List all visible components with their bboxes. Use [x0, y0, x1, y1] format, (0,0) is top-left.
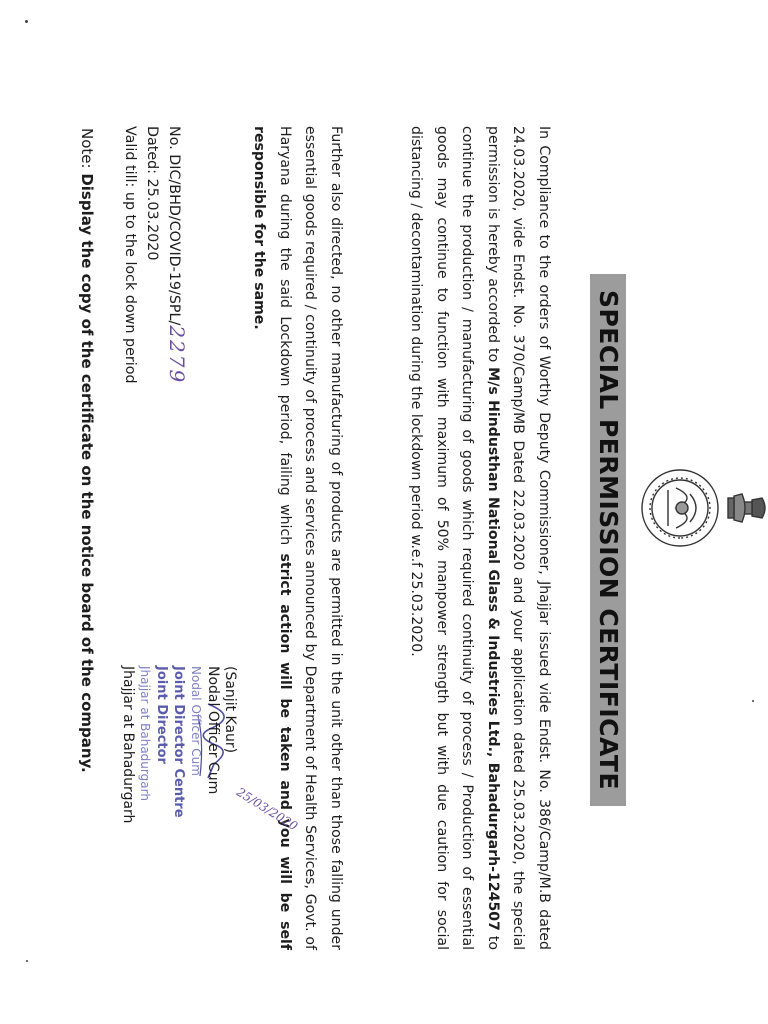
notice-note [78, 128, 96, 948]
note-label: Note: [78, 128, 96, 174]
stamp-line-2: Joint Director Centre [171, 666, 186, 818]
signatory-designation: Joint Director [154, 666, 169, 764]
signatory-location: Jhajjar at Bahadurgarh [120, 666, 136, 824]
handwritten-signature-date: 25/03/2020 [234, 784, 301, 834]
haryana-emblem-icon [630, 458, 768, 558]
validity: Valid till: up to the lock down period [122, 126, 138, 384]
signatory-name: (Sanjit Kaur) [222, 666, 238, 754]
issue-date: Dated: 25.03.2020 [144, 126, 160, 261]
reference-number [163, 126, 188, 566]
signatory-title: Nodal Officer Cum [205, 666, 221, 795]
signature-block [119, 666, 301, 836]
reference-block [119, 126, 188, 566]
paper-speck [26, 960, 28, 962]
stamp-line-1: Nodal Officer Cum [189, 666, 203, 776]
para1-text-end: to continue the production / manufacturing of goods which required continuity of process / Production of essential goods may continue to function with maximum of 50% manpower strength but with due caution for social distancing / decontamination during the lockdown period w.e.f 25.03.2020. [408, 126, 501, 950]
page-title: SPECIAL PERMISSION CERTIFICATE [590, 274, 626, 806]
note-text: Display the copy of the certificate on the notice board of the company. [78, 173, 96, 773]
para1-text-start: In Compliance to the orders of Worthy Deputy Commissioner, Jhajjar issued vide Endst. No. 386/Camp/M.B dated 24.03.2020, vide Endst. No. 370/Camp/MB Dated 22.03.2020 and your application dated 25.03.2020, the special permission is hereby accorded to [484, 126, 552, 950]
para2-text: Further also directed, no other manufacturing of products are permitted in the unit other than those falling under essential goods required / continuity of process and services announced by Department of Health Services, Govt. of Haryana during the said Lockdown period, failing which [276, 126, 344, 950]
paper-speck [25, 20, 28, 23]
stamp-line-3: Jhajjar at Bahadurgarh [138, 666, 152, 801]
paper-speck [752, 700, 754, 702]
company-name: M/s Hindusthan National Glass & Industries Ltd., Bahadurgarh-124507 [484, 367, 501, 931]
para2-bold-text: strict action will be taken and you will be self responsible for the same. [251, 126, 293, 950]
body-paragraph-1 [402, 126, 556, 950]
reference-number-handwritten: 2279 [165, 325, 189, 385]
reference-number-prefix: No. DIC/BHD/COVID-19/SPL/ [166, 126, 182, 326]
